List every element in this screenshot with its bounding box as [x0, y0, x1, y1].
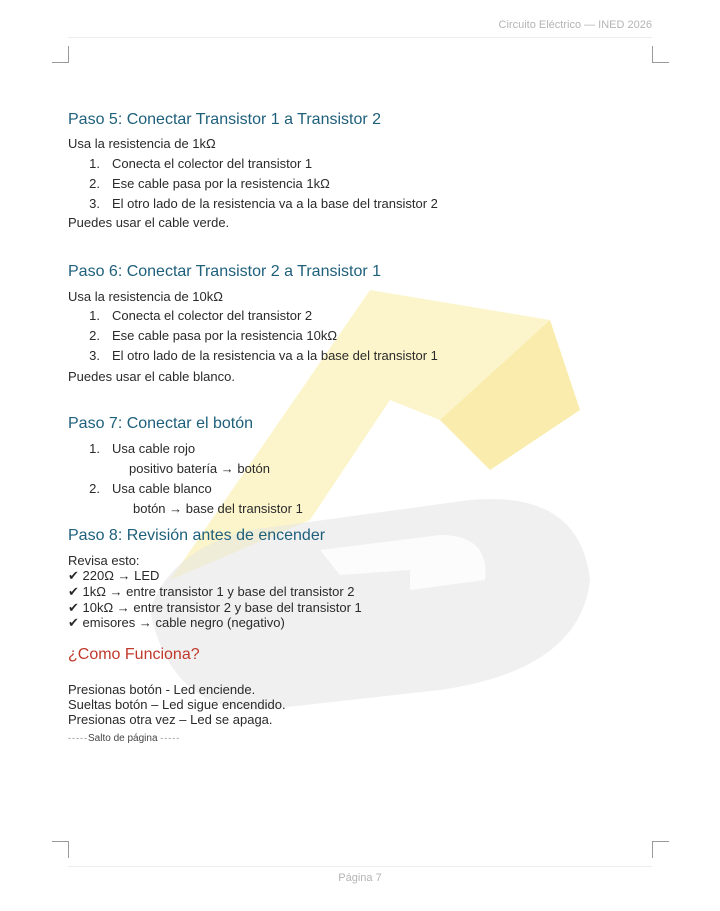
page-break-dashes: -----: [68, 733, 88, 743]
step6-heading: Paso 6: Conectar Transistor 2 a Transistor 1: [68, 263, 382, 280]
list-number: 1.: [89, 156, 100, 171]
list-item-text: Conecta el colector del transistor 2: [112, 308, 313, 323]
step6-intro: Usa la resistencia de 10kΩ: [68, 289, 223, 304]
list-number: 1.: [89, 441, 100, 456]
list-item-text: Usa cable blanco: [112, 481, 212, 496]
check-item: ✔ 1kΩ → entre transistor 1 y base del transistor 2: [68, 584, 355, 599]
step7-subitem: positivo batería → botón: [129, 461, 270, 476]
step7-heading: Paso 7: Conectar el botón: [68, 415, 254, 432]
list-item-text: Ese cable pasa por la resistencia 1kΩ: [112, 176, 330, 191]
list-number: 3.: [89, 348, 100, 363]
list-item-text: El otro lado de la resistencia va a la base del transistor 2: [112, 196, 438, 211]
check-item: ✔ emisores → cable negro (negativo): [68, 615, 285, 630]
step5-intro: Usa la resistencia de 1kΩ: [68, 136, 216, 151]
step8-intro: Revisa esto:: [68, 553, 140, 568]
list-number: 1.: [89, 308, 100, 323]
how-line: Presionas botón - Led enciende.: [68, 682, 256, 697]
check-item: ✔ 220Ω → LED: [68, 568, 160, 583]
how-line: Presionas otra vez – Led se apaga.: [68, 712, 273, 727]
list-item-text: El otro lado de la resistencia va a la base del transistor 1: [112, 348, 438, 363]
page-break-marker: [68, 733, 180, 744]
running-header: Circuito Eléctrico — INED 2026: [498, 19, 652, 31]
how-heading: ¿Como Funciona?: [68, 646, 200, 663]
page-break-dashes: -----: [160, 733, 181, 743]
list-number: 2.: [89, 328, 100, 343]
list-number: 2.: [89, 481, 100, 496]
list-number: 2.: [89, 176, 100, 191]
list-number: 3.: [89, 196, 100, 211]
step7-subitem: botón → base del transistor 1: [133, 501, 303, 516]
page-break-label: Salto de página: [88, 733, 158, 744]
page-number: Página 7: [338, 872, 382, 884]
step8-heading: Paso 8: Revisión antes de encender: [68, 527, 326, 544]
step5-heading: Paso 5: Conectar Transistor 1 a Transistor 2: [68, 111, 382, 128]
how-line: Sueltas botón – Led sigue encendido.: [68, 697, 286, 712]
list-item-text: Conecta el colector del transistor 1: [112, 156, 313, 171]
list-item-text: Ese cable pasa por la resistencia 10kΩ: [112, 328, 338, 343]
step6-note: Puedes usar el cable blanco.: [68, 369, 235, 384]
step5-note: Puedes usar el cable verde.: [68, 215, 230, 230]
list-item-text: Usa cable rojo: [112, 441, 196, 456]
check-item: ✔ 10kΩ → entre transistor 2 y base del transistor 1: [68, 600, 362, 615]
